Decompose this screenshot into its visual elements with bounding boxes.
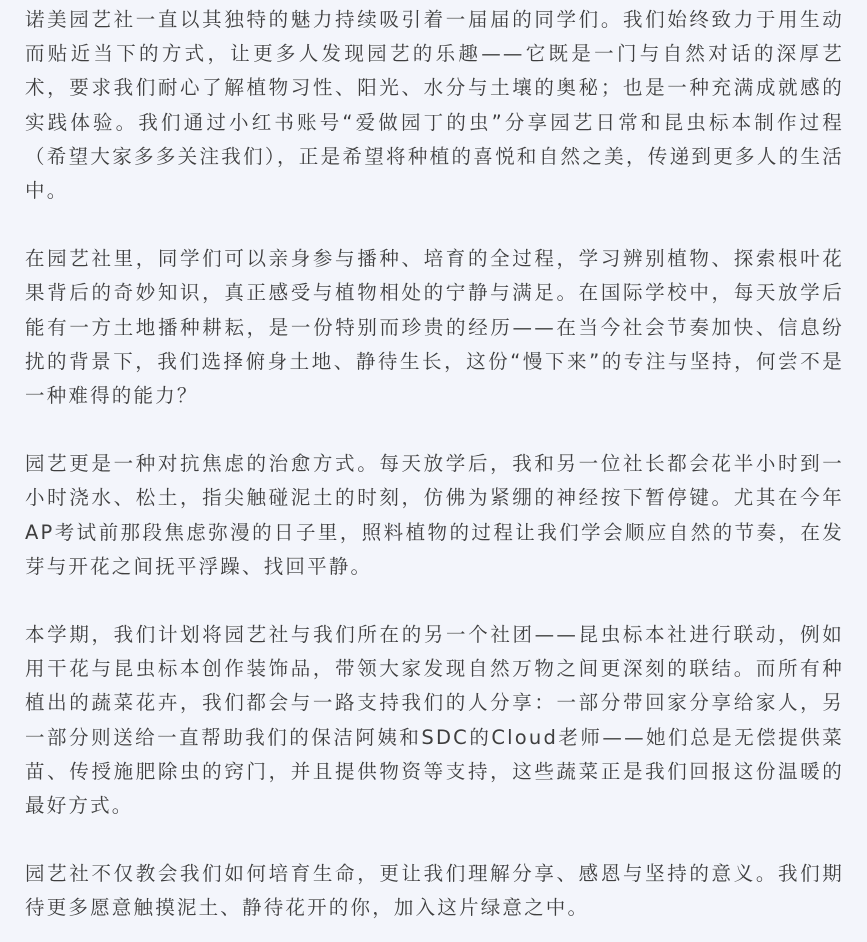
paragraph-spacer: [25, 208, 844, 242]
paragraph-conclusion: 园艺社不仅教会我们如何培育生命，更让我们理解分享、感恩与坚持的意义。我们期待更多愿意触摸泥土、静待花开的你，加入这片绿意之中。: [25, 862, 844, 920]
paragraph-spacer: [25, 584, 844, 618]
paragraph-healing: 园艺更是一种对抗焦虑的治愈方式。每天放学后，我和另一位社长都会花半小时到一小时浇水、松土，指尖触碰泥土的时刻，仿佛为紧绷的神经按下暂停键。尤其在今年AP考试前那段焦虑弥漫的日子里，照料植物的过程让我们学会顺应自然的节奏，在发芽与开花之间抚平浮躁、找回平静。: [25, 452, 844, 578]
paragraph-intro: 诺美园艺社一直以其独特的魅力持续吸引着一届届的同学们。我们始终致力于用生动而贴近当下的方式，让更多人发现园艺的乐趣——它既是一门与自然对话的深厚艺术，要求我们耐心了解植物习性、阳光、水分与土壤的奥秘；也是一种充满成就感的实践体验。我们通过小红书账号“爱做园丁的虫”分享园艺日常和昆虫标本制作过程（希望大家多多关注我们），正是希望将种植的喜悦和自然之美，传递到更多人的生活中。: [25, 8, 844, 203]
paragraph-experience: 在园艺社里，同学们可以亲身参与播种、培育的全过程，学习辨别植物、探索根叶花果背后的奇妙知识，真正感受与植物相处的宁静与满足。在国际学校中，每天放学后能有一方土地播种耕耘，是一份特别而珍贵的经历——在当今社会节奏加快、信息纷扰的背景下，我们选择俯身土地、静待生长，这份“慢下来”的专注与坚持，何尝不是一种难得的能力？: [25, 247, 844, 408]
paragraph-plans: 本学期，我们计划将园艺社与我们所在的另一个社团——昆虫标本社进行联动，例如用干花与昆虫标本创作装饰品，带领大家发现自然万物之间更深刻的联结。而所有种植出的蔬菜花卉，我们都会与一路支持我们的人分享：一部分带回家分享给家人，另一部分则送给一直帮助我们的保洁阿姨和SDC的Cloud老师——她们总是无偿提供菜苗、传授施肥除虫的窍门，并且提供物资等支持，这些蔬菜正是我们回报这份温暖的最好方式。: [25, 623, 844, 818]
paragraph-spacer: [25, 823, 844, 857]
paragraph-spacer: [25, 413, 844, 447]
